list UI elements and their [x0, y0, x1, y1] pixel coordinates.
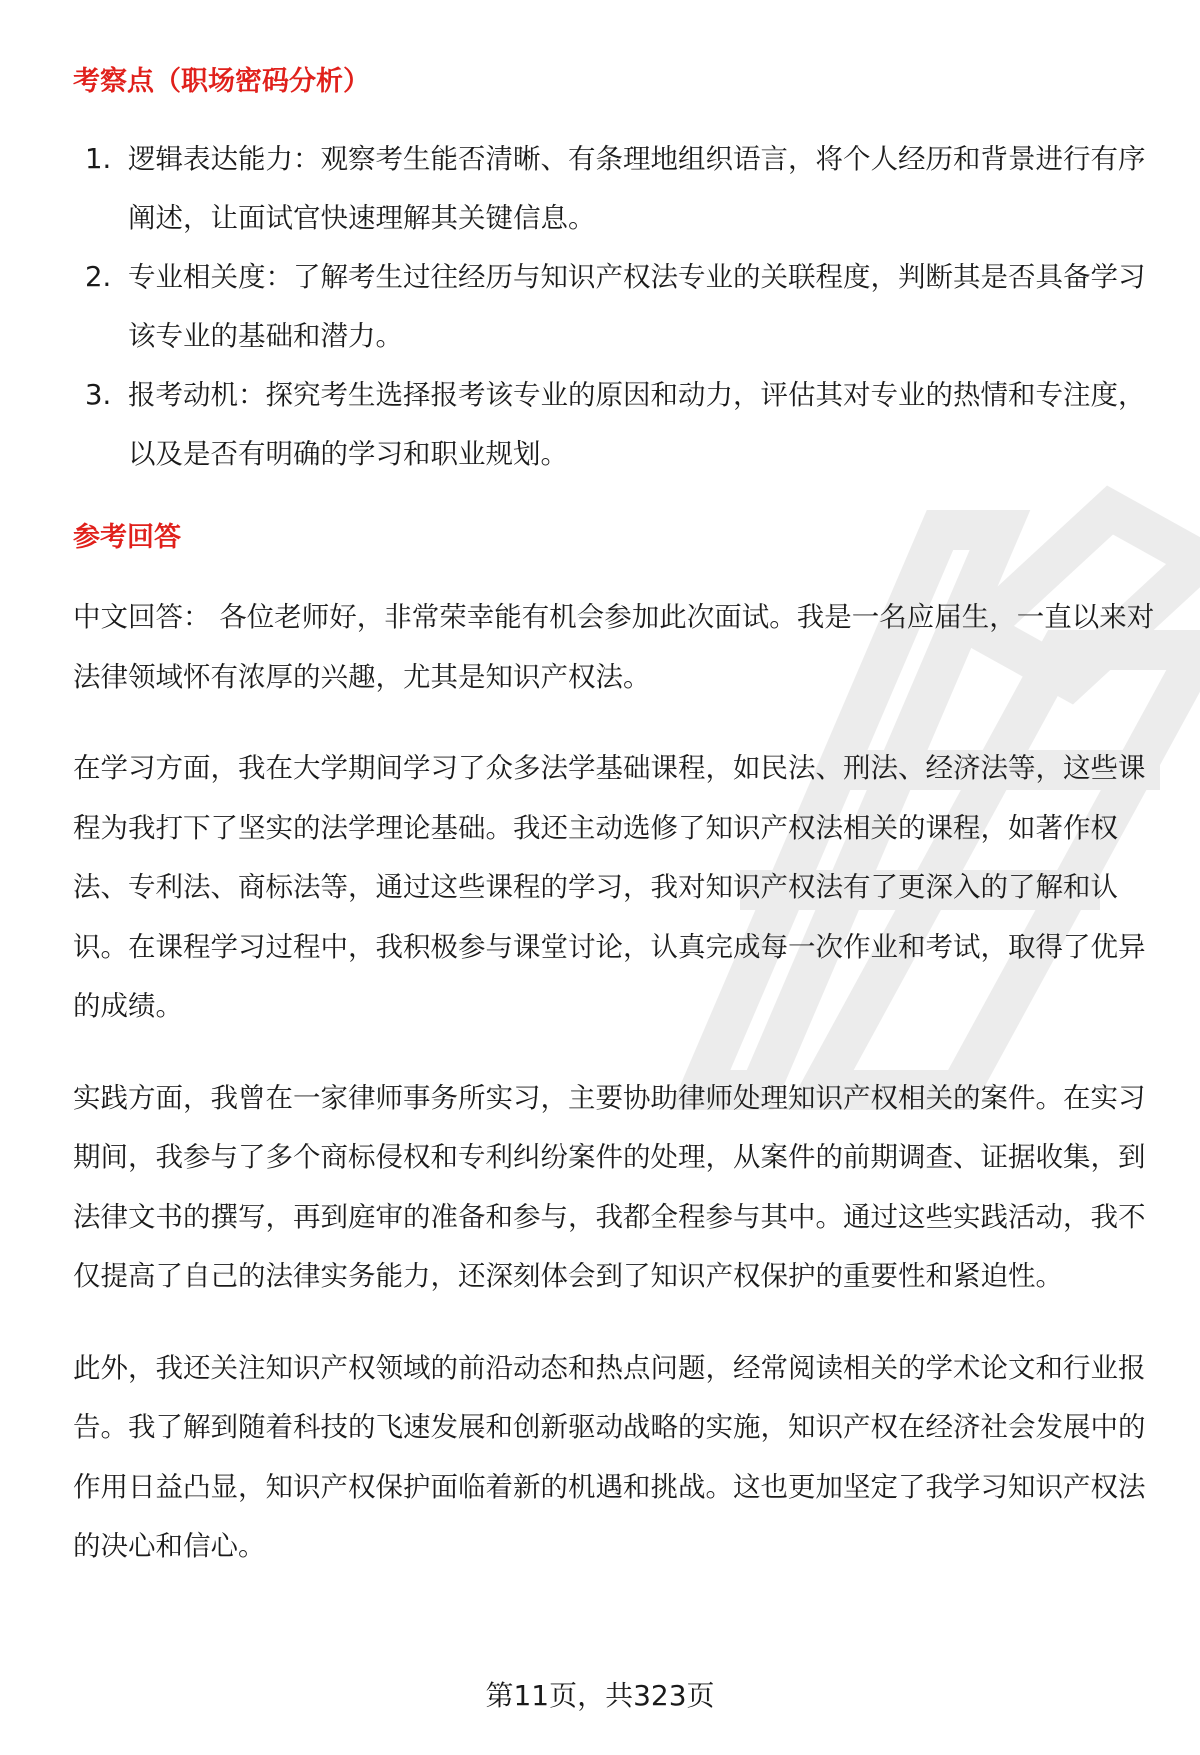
answer-paragraph: 此外，我还关注知识产权领域的前沿动态和热点问题，经常阅读相关的学术论文和行业报告。我了解到随着科技的飞速发展和创新驱动战略的实施，知识产权在经济社会发展中的作用日益凸显，知识产权保护面临着新的机遇和挑战。这也更加坚定了我学习知识产权法的决心和信心。	[73, 1351, 1146, 1562]
answer-paragraph: 在学习方面，我在大学期间学习了众多法学基础课程，如民法、刑法、经济法等，这些课程为我打下了坚实的法学理论基础。我还主动选修了知识产权法相关的课程，如著作权法、专利法、商标法等，通过这些课程的学习，我对知识产权法有了更深入的了解和认识。在课程学习过程中，我积极参与课堂讨论，认真完成每一次作业和考试，取得了优异的成绩。	[73, 752, 1146, 1022]
list-item-text: 报考动机：探究考生选择报考该专业的原因和动力，评估其对专业的热情和专注度，以及是否有明确的学习和职业规划。	[128, 379, 1146, 470]
answer-paragraph: 实践方面，我曾在一家律师事务所实习，主要协助律师处理知识产权相关的案件。在实习期间，我参与了多个商标侵权和专利纠纷案件的处理，从案件的前期调查、证据收集，到法律文书的撰写，再到庭审的准备和参与，我都全程参与其中。通过这些实践活动，我不仅提高了自己的法律实务能力，还深刻体会到了知识产权保护的重要性和紧迫性。	[73, 1081, 1146, 1292]
list-item-text: 逻辑表达能力：观察考生能否清晰、有条理地组织语言，将个人经历和背景进行有序阐述，让面试官快速理解其关键信息。	[128, 143, 1146, 234]
analysis-list	[73, 130, 1153, 484]
answer-paragraph: 中文回答： 各位老师好，非常荣幸能有机会参加此次面试。我是一名应届生，一直以来对法律领域怀有浓厚的兴趣，尤其是知识产权法。	[73, 601, 1155, 693]
list-item	[73, 366, 1153, 484]
list-number: 1.	[85, 143, 112, 175]
answer-body	[73, 588, 1163, 1609]
list-number: 3.	[85, 379, 112, 411]
list-item	[73, 130, 1153, 248]
list-item	[73, 248, 1153, 366]
list-number: 2.	[85, 261, 112, 293]
answer-heading: 参考回答	[73, 522, 181, 553]
page-number: 第11页，共323页	[485, 1679, 715, 1712]
analysis-heading: 考察点（职场密码分析）	[73, 66, 370, 97]
list-item-text: 专业相关度：了解考生过往经历与知识产权法专业的关联程度，判断其是否具备学习该专业的基础和潜力。	[128, 261, 1146, 352]
